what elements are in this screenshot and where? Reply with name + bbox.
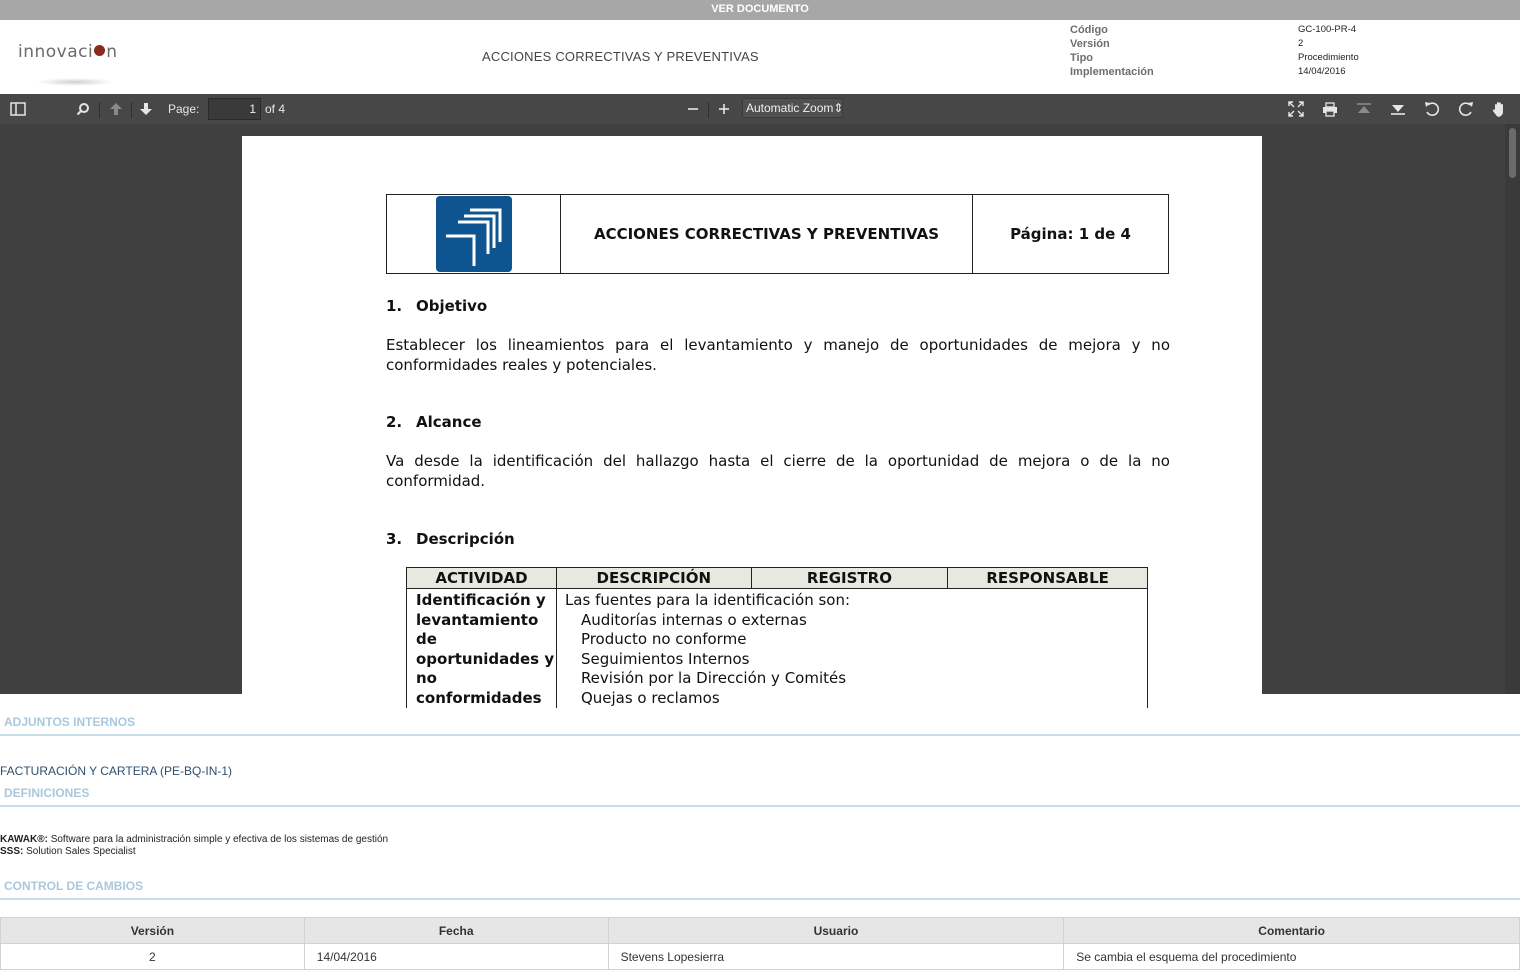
page-label: Page: xyxy=(168,102,200,116)
table-header-comentario: Comentario xyxy=(1064,918,1520,944)
table-row xyxy=(1,944,1520,970)
doc-logo-icon xyxy=(436,196,512,272)
section-title-control-cambios: CONTROL DE CAMBIOS xyxy=(4,879,144,893)
meta-value-implementacion: 14/04/2016 xyxy=(1298,66,1346,77)
meta-labels xyxy=(1070,23,1154,79)
meta-values xyxy=(1298,23,1359,79)
window-title: VER DOCUMENTO xyxy=(0,0,1520,20)
cell-comentario: Se cambia el esquema del procedimiento xyxy=(1064,944,1520,970)
table-header-responsable: RESPONSABLE xyxy=(948,568,1148,589)
cell-fecha: 14/04/2016 xyxy=(304,944,608,970)
logo-text: innovaci n xyxy=(18,42,118,62)
pdf-page xyxy=(242,136,1262,736)
definitions-list xyxy=(0,834,388,858)
cell-usuario: Stevens Lopesierra xyxy=(608,944,1064,970)
meta-label-tipo: Tipo xyxy=(1070,52,1094,64)
hand-tool-icon[interactable] xyxy=(1490,94,1510,124)
attachment-link[interactable]: FACTURACIÓN Y CARTERA (PE-BQ-IN-1) xyxy=(0,764,233,778)
doc-header-page: Página: 1 de 4 xyxy=(1010,225,1131,243)
section-heading-alcance: 2. Alcance xyxy=(386,413,482,431)
next-page-icon[interactable] xyxy=(136,94,156,124)
meta-value-version: 2 xyxy=(1298,38,1304,49)
doc-header-table xyxy=(386,194,1169,274)
table-cell-descripcion: Las fuentes para la identificación son: Auditorías internas o externas Producto no conforme Seguimientos Internos Revisión por la Dirección y Comités Quejas o reclamos xyxy=(556,589,1147,709)
zoom-select-value: Automatic Zoom xyxy=(746,101,834,115)
logo-dot-icon xyxy=(94,45,105,56)
page-total: of 4 xyxy=(265,102,286,116)
search-icon[interactable] xyxy=(73,94,93,124)
document-header xyxy=(0,20,1520,94)
first-page-icon[interactable] xyxy=(1354,94,1374,124)
sidebar-toggle-icon[interactable] xyxy=(8,94,28,124)
zoom-out-icon[interactable] xyxy=(683,94,703,124)
page-title: ACCIONES CORRECTIVAS Y PREVENTIVAS xyxy=(482,49,759,64)
section-title-definiciones: DEFINICIONES xyxy=(4,786,90,800)
table-header-descripcion: DESCRIPCIÓN xyxy=(556,568,751,589)
viewer-scrollbar[interactable] xyxy=(1505,124,1520,694)
section-heading-objetivo: 1. Objetivo xyxy=(386,297,488,315)
doc-header-logo-cell xyxy=(387,195,561,273)
meta-label-implementacion: Implementación xyxy=(1070,66,1154,78)
table-cell-actividad: Identificación y levantamiento de oportunidades y no conformidades xyxy=(407,589,557,709)
table-header-fecha: Fecha xyxy=(304,918,608,944)
rotate-counterclockwise-icon[interactable] xyxy=(1422,94,1442,124)
scrollbar-thumb[interactable] xyxy=(1509,128,1516,178)
section-heading-descripcion: 3. Descripción xyxy=(386,530,515,548)
last-page-icon[interactable] xyxy=(1388,94,1408,124)
section-divider xyxy=(0,805,1520,807)
company-logo xyxy=(18,42,128,92)
page-number-input[interactable] xyxy=(208,98,261,120)
zoom-select[interactable] xyxy=(742,98,843,118)
select-arrows-icon: ⇕ xyxy=(833,101,844,115)
table-header-registro: REGISTRO xyxy=(751,568,948,589)
logo-swoosh xyxy=(36,78,114,86)
definition-item: SSS: Solution Sales Specialist xyxy=(0,846,136,857)
meta-value-tipo: Procedimiento xyxy=(1298,52,1359,63)
table-header-version: Versión xyxy=(1,918,305,944)
meta-label-codigo: Código xyxy=(1070,24,1108,36)
zoom-in-icon[interactable] xyxy=(714,94,734,124)
cell-version: 2 xyxy=(1,944,305,970)
change-control-table xyxy=(0,917,1520,970)
table-header-actividad: ACTIVIDAD xyxy=(407,568,557,589)
meta-value-codigo: GC-100-PR-4 xyxy=(1298,24,1357,35)
pdf-viewer[interactable] xyxy=(0,124,1520,707)
presentation-mode-icon[interactable] xyxy=(1286,94,1306,124)
print-icon[interactable] xyxy=(1320,94,1340,124)
rotate-clockwise-icon[interactable] xyxy=(1456,94,1476,124)
section-text-alcance: Va desde la identificación del hallazgo hasta el cierre de la oportunidad de mejora o de la no conformidad. xyxy=(386,452,1170,490)
meta-label-version: Versión xyxy=(1070,38,1110,50)
section-text-objetivo: Establecer los lineamientos para el levantamiento y manejo de oportunidades de mejora y no conformidades reales y potenciales. xyxy=(386,336,1170,374)
doc-header-title: ACCIONES CORRECTIVAS Y PREVENTIVAS xyxy=(561,195,973,273)
definition-item: KAWAK®: Software para la administración simple y efectiva de los sistemas de gestión xyxy=(0,834,389,845)
previous-page-icon[interactable] xyxy=(106,94,126,124)
description-table xyxy=(406,567,1148,708)
section-divider xyxy=(0,898,1520,900)
table-header-usuario: Usuario xyxy=(608,918,1064,944)
section-divider xyxy=(0,734,1520,736)
section-title-adjuntos: ADJUNTOS INTERNOS xyxy=(4,715,136,729)
